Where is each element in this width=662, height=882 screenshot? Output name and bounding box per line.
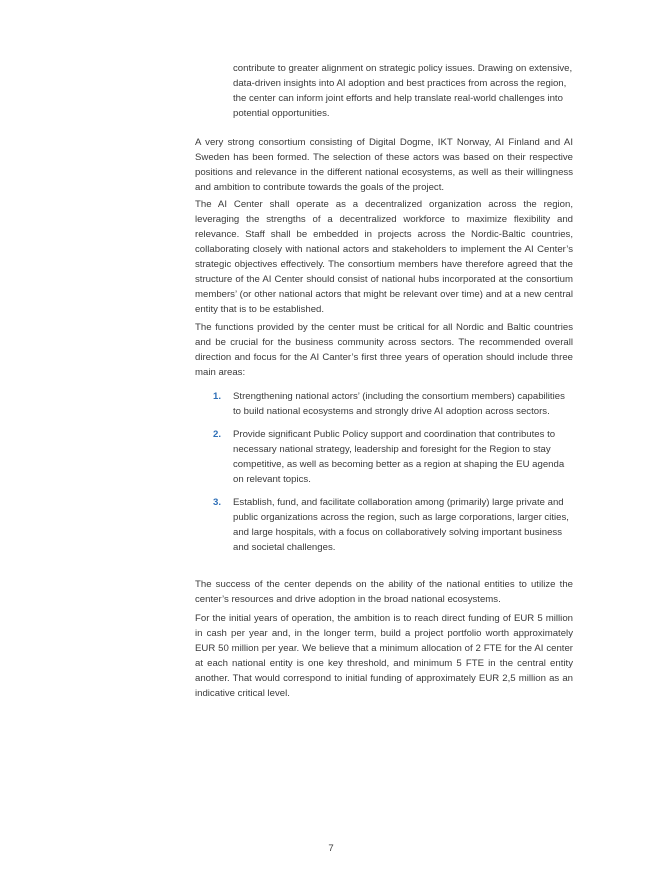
list-item-number: 1. bbox=[213, 391, 222, 402]
paragraph-functions: The functions provided by the center must be critical for all Nordic and Baltic countries and be crucial for the business community across sectors. The recommended overall direction and focus for the AI Canter’s first three years of operation should include three main areas: bbox=[195, 322, 573, 378]
page-number: 7 bbox=[328, 843, 334, 854]
list-item-text: Provide significant Public Policy support and coordination that contributes to necessary national strategy, leadership and foresight for the Region to stay competitive, as well as becoming better as a region at shaping the EU agenda on relevant topics. bbox=[233, 429, 565, 485]
paragraph-organization: The AI Center shall operate as a decentralized organization across the region, leveraging the strengths of a decentralized workforce to maximize flexibility and relevance. Staff shall be embedded in projects across the Nordic-Baltic countries, collaborating closely with national actors and stakeholders to implement the AI Center’s strategic objectives effectively. The consortium members have therefore agreed that the structure of the AI Center should consist of national hubs incorporated at the consortium members’ (or other national actors that might be relevant over time) and at a new central entity that is to be established. bbox=[195, 199, 573, 315]
focus-areas-list bbox=[213, 389, 575, 563]
paragraph-success: The success of the center depends on the ability of the national entities to utilize the center’s resources and drive adoption in the broad national ecosystems. bbox=[195, 579, 573, 605]
list-item bbox=[213, 495, 575, 555]
intro-quote-block: contribute to greater alignment on strategic policy issues. Drawing on extensive, data-driven insights into AI adoption and best practices from across the region, the center can inform joint efforts and help translate real-world challenges into potential opportunities. bbox=[233, 63, 573, 119]
list-item bbox=[213, 389, 575, 419]
list-item-number: 3. bbox=[213, 497, 222, 508]
list-item-text: Establish, fund, and facilitate collaboration among (primarily) large private and public organizations across the region, such as large corporations, larger cities, and large hospitals, with a focus on collaboratively solving important business and societal challenges. bbox=[233, 497, 569, 553]
list-item-number: 2. bbox=[213, 429, 222, 440]
paragraph-consortium: A very strong consortium consisting of Digital Dogme, IKT Norway, AI Finland and AI Sweden has been formed. The selection of these actors was based on their respective positions and relevance in the different national ecosystems, as well as their willingness and ambition to contribute towards the goals of the project. bbox=[195, 137, 573, 193]
list-item-text: Strengthening national actors’ (including the consortium members) capabilities to build national ecosystems and strongly drive AI adoption across sectors. bbox=[233, 391, 565, 417]
list-item bbox=[213, 427, 575, 487]
paragraph-funding: For the initial years of operation, the ambition is to reach direct funding of EUR 5 million in cash per year and, in the longer term, build a project portfolio worth approximately EUR 50 million per year. We believe that a minimum allocation of 2 FTE for the AI center at each national entity is one key threshold, and minimum 5 FTE in the central entity another. That would correspond to initial funding of approximately EUR 2,5 million as an indicative critical level. bbox=[195, 613, 573, 699]
